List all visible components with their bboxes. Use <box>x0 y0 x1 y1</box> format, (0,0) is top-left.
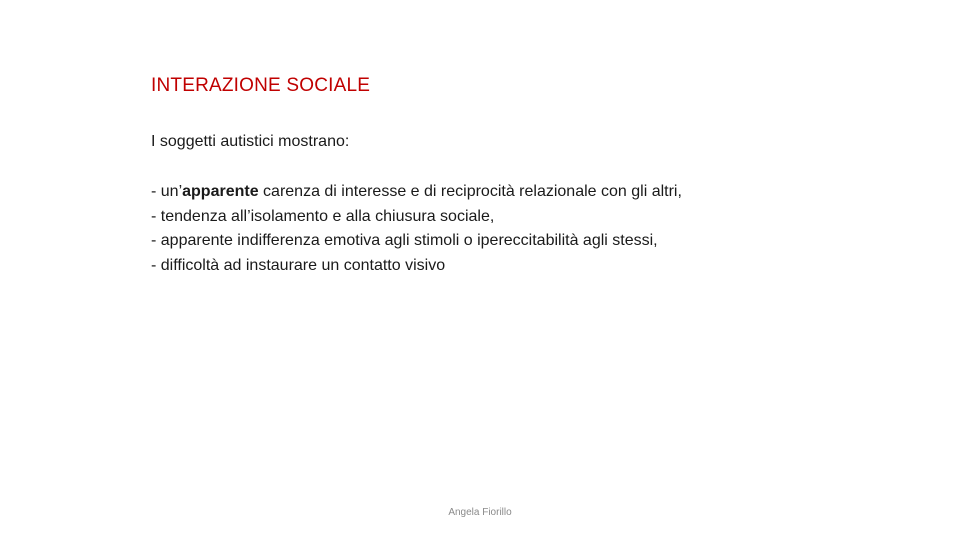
footer-author: Angela Fiorillo <box>448 507 512 518</box>
bullet-item <box>151 180 682 205</box>
slide-title: INTERAZIONE SOCIALE <box>151 75 371 96</box>
intro-text: I soggetti autistici mostrano: <box>151 133 350 150</box>
bullet-prefix: - un’ <box>151 183 183 200</box>
bullet-suffix: carenza di interesse e di reciprocità relazionale con gli altri, <box>258 183 682 200</box>
bullet-item <box>151 205 682 230</box>
bullet-prefix: - apparente indifferenza emotiva agli stimoli o ipereccitabilità agli stessi, <box>151 232 658 249</box>
bullet-prefix: - difficoltà ad instaurare un contatto visivo <box>151 256 446 274</box>
bullet-prefix: - tendenza all’isolamento e alla chiusura sociale, <box>151 207 495 225</box>
bullet-list <box>151 180 682 278</box>
bullet-item <box>151 254 682 279</box>
bullet-item <box>151 229 682 254</box>
bullet-emphasis: apparente <box>182 183 259 200</box>
